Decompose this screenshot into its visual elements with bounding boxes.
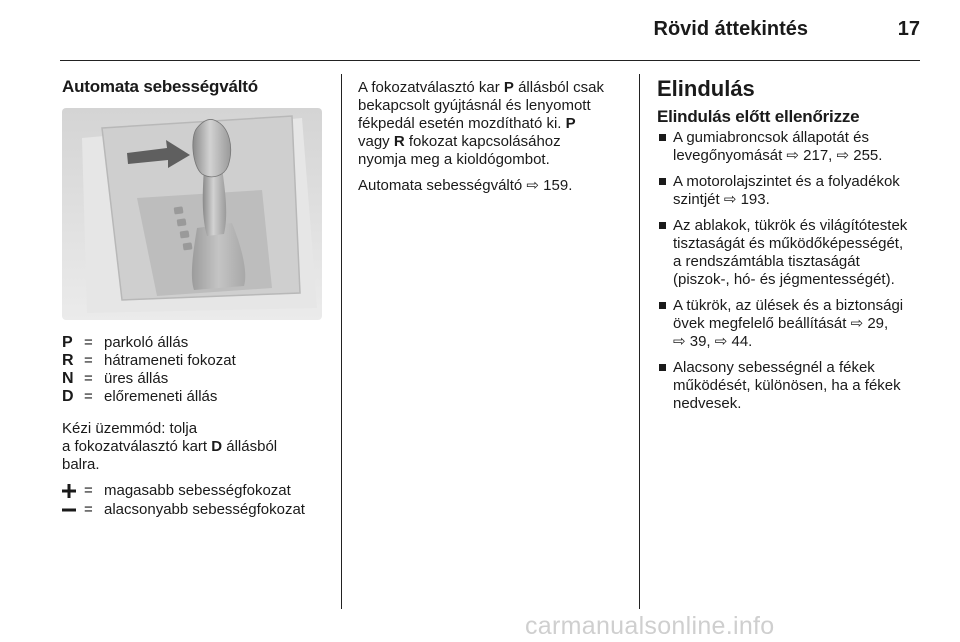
text-span: szintjét ⇨ 193.	[673, 191, 770, 208]
text-span: a fokozatválasztó kart	[62, 438, 212, 455]
text-span: Kézi üzemmód: tolja	[62, 420, 198, 437]
gear-selector-figure	[62, 108, 322, 320]
section-title: Elindulás	[657, 76, 755, 101]
plus-icon	[62, 484, 76, 498]
legend-text: üres állás	[104, 370, 169, 387]
text-span: bekapcsolt gyújtásnál és lenyomott	[358, 97, 591, 114]
checklist	[657, 129, 927, 413]
legend-key: N	[62, 370, 74, 387]
equals-sign: =	[84, 352, 93, 369]
page-number: 17	[897, 18, 920, 40]
text-span: nedvesek.	[673, 395, 742, 412]
checklist-item	[657, 129, 927, 165]
checklist-item	[657, 173, 927, 209]
bold-gear-letter: D	[211, 438, 223, 455]
bullet-square-icon	[659, 302, 666, 309]
checklist-item	[657, 217, 927, 289]
legend-key	[62, 482, 84, 501]
legend-row	[62, 501, 305, 520]
equals-sign: =	[84, 482, 93, 499]
text-span: övek megfelelő beállítását ⇨ 29,	[673, 315, 889, 332]
column-automatic-transmission	[62, 78, 332, 534]
legend-text: magasabb sebességfokozat	[104, 482, 291, 499]
text-span: fokozat kapcsolásához	[404, 133, 561, 150]
bullet-square-icon	[659, 178, 666, 185]
running-header-title: Rövid áttekintés	[653, 18, 808, 40]
text-span: a rendszámtábla tisztaságát	[673, 253, 860, 270]
bullet-square-icon	[659, 364, 666, 371]
section-subtitle: Elindulás előtt ellenőrizze	[657, 107, 860, 126]
checklist-item	[657, 359, 927, 413]
selector-lever-paragraph	[358, 79, 633, 169]
equals-sign: =	[84, 501, 93, 518]
text-span: (piszok-, hó- és jégmentességét).	[673, 271, 895, 288]
text-span: A fokozatválasztó kar	[358, 79, 504, 96]
legend-text: alacsonyabb sebességfokozat	[104, 501, 305, 518]
legend-text: előremeneti állás	[104, 388, 218, 405]
bold-gear-letter: P	[503, 79, 514, 96]
legend-row	[62, 334, 236, 352]
watermark: carmanualsonline.info	[525, 612, 775, 640]
manual-mode-paragraph	[62, 420, 332, 474]
legend-key: P	[62, 334, 73, 351]
gear-selector-illustration	[62, 108, 322, 320]
legend-row	[62, 370, 236, 388]
section-heading: Automata sebességváltó	[62, 77, 258, 96]
column-divider-right	[639, 74, 640, 609]
minus-icon	[62, 503, 76, 517]
text-span: balra.	[62, 456, 100, 473]
text-span: A tükrök, az ülések és a biztonsági	[673, 297, 904, 314]
text-span: vagy	[358, 133, 394, 150]
text-span: fékpedál esetén mozdítható ki.	[358, 115, 566, 132]
text-span: állásból csak	[513, 79, 604, 96]
legend-row	[62, 352, 236, 370]
text-span: A gumiabroncsok állapotát és	[673, 129, 869, 146]
bullet-square-icon	[659, 134, 666, 141]
text-span: működését, különösen, ha a fékek	[673, 377, 901, 394]
legend-key: R	[62, 352, 74, 369]
header-divider	[60, 60, 920, 61]
text-span: tisztaságát és működőképességét,	[673, 235, 904, 252]
bold-gear-letter: P	[565, 115, 576, 132]
legend-key: D	[62, 388, 74, 405]
legend-row	[62, 482, 305, 501]
text-span: levegőnyomását ⇨ 217, ⇨ 255.	[673, 147, 883, 164]
legend-key	[62, 501, 84, 520]
checklist-item	[657, 297, 927, 351]
bullet-square-icon	[659, 222, 666, 229]
column-divider-left	[341, 74, 342, 609]
column-selector-lever	[358, 79, 633, 203]
cross-reference-link[interactable]: Automata sebességváltó ⇨ 159.	[358, 177, 573, 194]
legend-text: hátrameneti fokozat	[104, 352, 236, 369]
column-starting-off	[657, 76, 927, 421]
text-span: A motorolajszintet és a folyadékok	[673, 173, 900, 190]
legend-text: parkoló állás	[104, 334, 189, 351]
equals-sign: =	[84, 370, 93, 387]
equals-sign: =	[84, 334, 93, 351]
equals-sign: =	[84, 388, 93, 405]
text-span: Az ablakok, tükrök és világítótestek	[673, 217, 908, 234]
text-span: ⇨ 39, ⇨ 44.	[673, 333, 753, 350]
legend-row	[62, 388, 236, 406]
bold-gear-letter: R	[393, 133, 405, 150]
text-span: Alacsony sebességnél a fékek	[673, 359, 875, 376]
gear-position-legend	[62, 334, 236, 406]
text-span: nyomja meg a kioldógombot.	[358, 151, 550, 168]
manual-shift-legend	[62, 482, 305, 520]
text-span: állásból	[222, 438, 278, 455]
